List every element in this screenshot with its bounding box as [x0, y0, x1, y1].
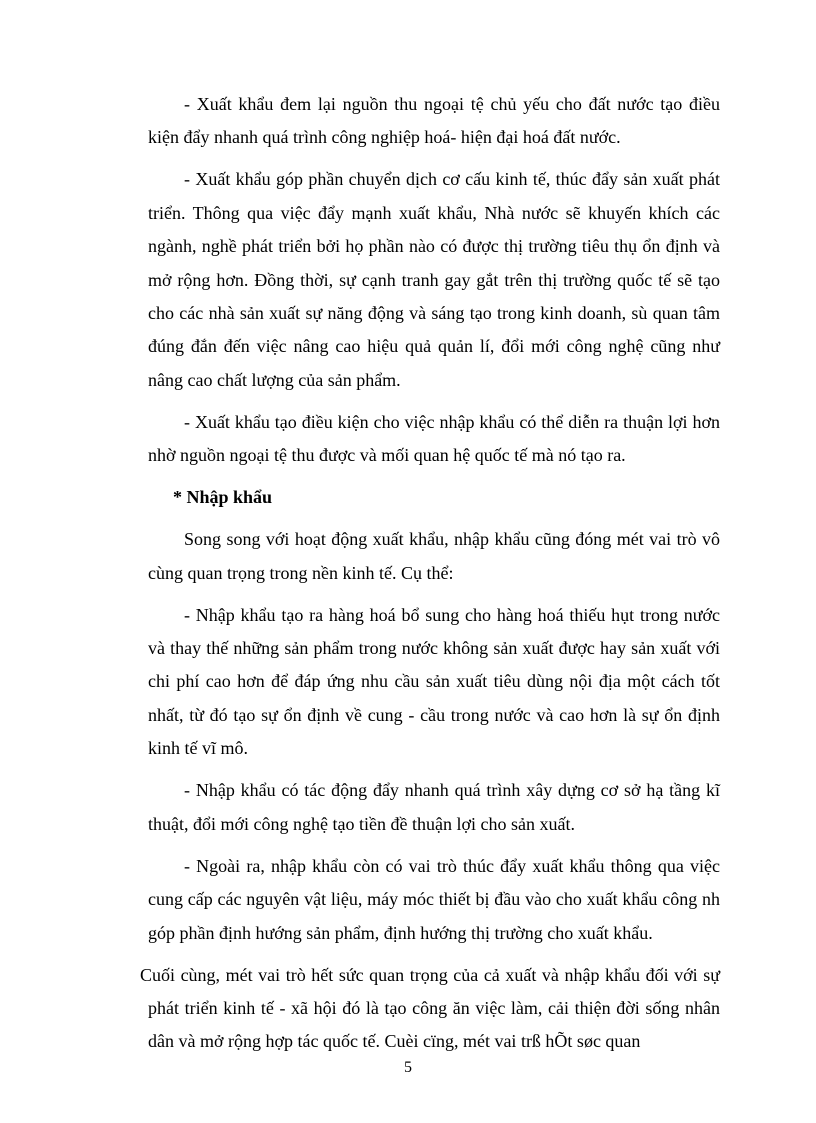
paragraph-import-supplement-goods: - Nhập khẩu tạo ra hàng hoá bổ sung cho hàng hoá thiếu hụt trong nước và thay thế những sản phẩm trong nước không sản xuất được hay sản xuất với chi phí cao hơn để đáp ứng nhu cầu sản xuất tiêu dùng nội địa một cách tốt nhất, từ đó tạo sự ổn định về cung - cầu trong nước và cao hơn là sự ổn định kinh tế vĩ mô. — [148, 604, 720, 759]
paragraph-export-economic-structure: - Xuất khẩu góp phần chuyển dịch cơ cấu kinh tế, thúc đẩy sản xuất phát triển. Thông qua việc đẩy mạnh xuất khẩu, Nhà nước sẽ khuyến khích các ngành, nghề phát triển bởi họ phần nào có được thị trường tiêu thụ ổn định và mở rộng hơn. Đồng thời, sự cạnh tranh gay gắt trên thị trường quốc tế sẽ tạo cho các nhà sản xuất sự năng động và sáng tạo trong kinh doanh, sù quan tâm đúng đắn đến việc nâng cao hiệu quả quản lí, đổi mới công nghệ cũng như nâng cao chất lượng của sản phẩm. — [148, 169, 720, 390]
paragraph-conclusion: Cuối cùng, mét vai trò hết sức quan trọng của cả xuất và nhập khẩu đối với sự phát triển kinh tế - xã hội đó là tạo công ăn việc làm, cải thiện đời sống nhân dân và mở rộng hợp tác quốc tế. Cuèi cïng, mét vai trß hÕt søc quan — [140, 964, 720, 1052]
paragraph-import-infrastructure: - Nhập khẩu có tác động đẩy nhanh quá trình xây dựng cơ sở hạ tầng kĩ thuật, đổi mới công nghệ tạo tiền đề thuận lợi cho sản xuất. — [148, 780, 720, 834]
page-number: 5 — [404, 1059, 412, 1076]
paragraph-export-foreign-currency: - Xuất khẩu đem lại nguồn thu ngoại tệ chủ yếu cho đất nước tạo điều kiện đẩy nhanh quá trình công nghiệp hoá- hiện đại hoá đất nước. — [148, 94, 720, 148]
body-text — [140, 88, 720, 1059]
paragraph-import-promotes-export: - Ngoài ra, nhập khẩu còn có vai trò thúc đẩy xuất khẩu thông qua việc cung cấp các nguyên vật liệu, máy móc thiết bị đầu vào cho xuất khẩu công nh góp phần định hướng sản phẩm, định hướng thị trường cho xuất khẩu. — [148, 855, 720, 943]
section-heading-import: * Nhập khẩu — [173, 487, 273, 508]
paragraph-export-enables-import: - Xuất khẩu tạo điều kiện cho việc nhập khẩu có thể diễn ra thuận lợi hơn nhờ nguồn ngoại tệ thu được và mối quan hệ quốc tế mà nó tạo ra. — [148, 411, 720, 466]
paragraph-import-intro: Song song với hoạt động xuất khẩu, nhập khẩu cũng đóng mét vai trò vô cùng quan trọng trong nền kinh tế. Cụ thể: — [148, 529, 720, 583]
